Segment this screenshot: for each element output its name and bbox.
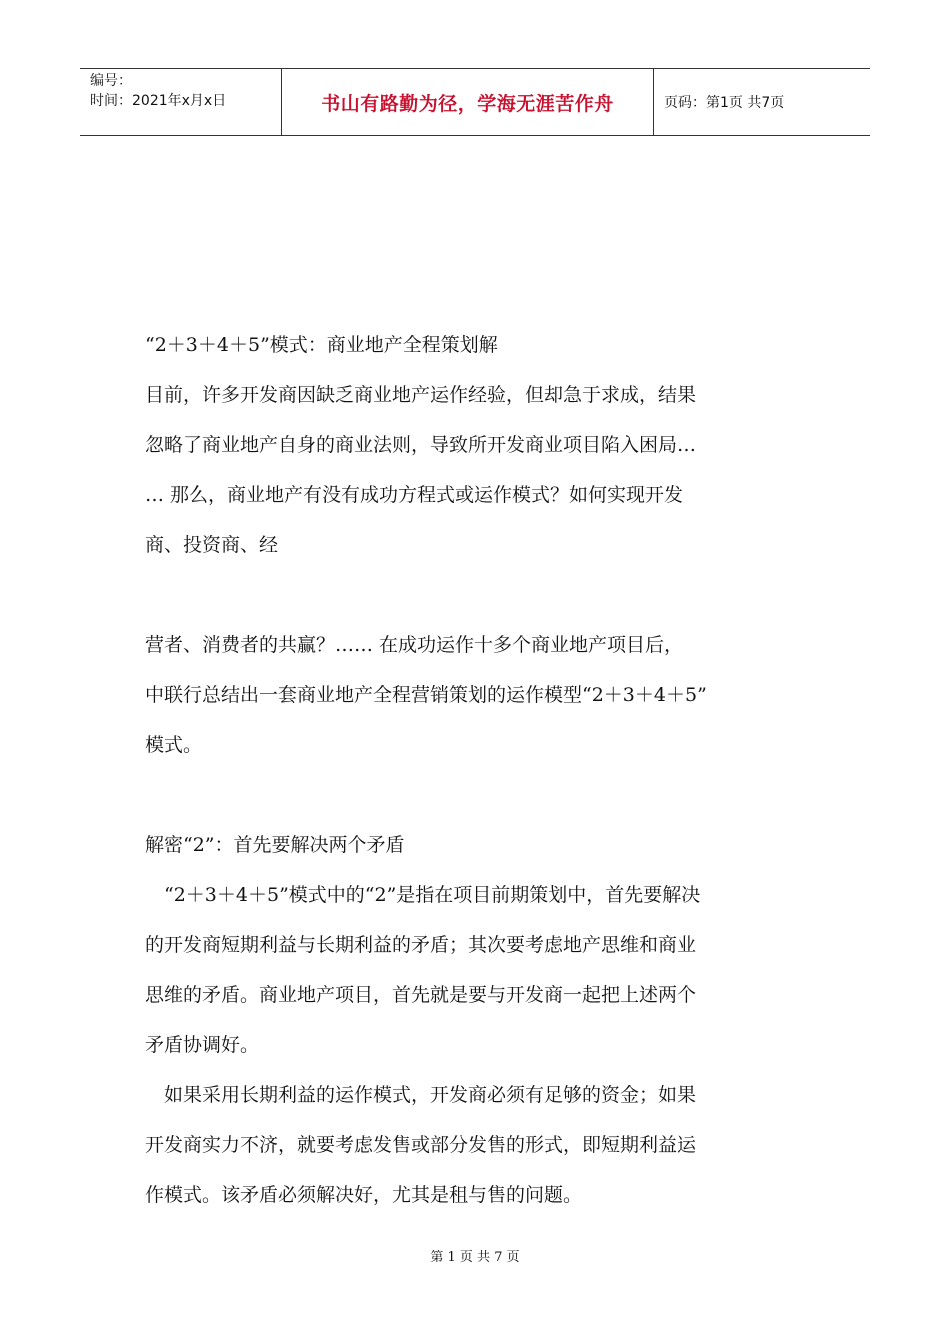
paragraph-line: 矛盾协调好。 [145,1034,260,1056]
paragraph-line: “2＋3＋4＋5”模式中的“2”是指在项目前期策划中，首先要解决 [164,884,701,906]
paragraph-line: 模式。 [145,734,203,756]
paragraph-line: 思维的矛盾。商业地产项目，首先就是要与开发商一起把上述两个 [145,984,697,1006]
paragraph-line: … 那么，商业地产有没有成功方程式或运作模式？如何实现开发 [145,484,684,506]
page-footer: 第 1 页 共 7 页 [430,1250,520,1265]
paragraph-line: 商、投资商、经 [145,534,279,556]
document-header [80,68,870,136]
document-title: “2＋3＋4＋5”模式：商业地产全程策划解 [145,334,498,356]
header-meta [80,69,282,135]
header-page-info: 页码：第1页 共7页 [664,95,785,111]
paragraph-line: 开发商实力不济，就要考虑发售或部分发售的形式，即短期利益运 [145,1134,697,1156]
header-motto: 书山有路勤为径，学海无涯苦作舟 [282,69,654,135]
document-body [145,320,810,1220]
blank-line [145,770,810,820]
blank-line [145,570,810,620]
paragraph-line: 忽略了商业地产自身的商业法则，导致所开发商业项目陷入困局… [145,434,697,456]
paragraph-line: 如果采用长期利益的运作模式，开发商必须有足够的资金；如果 [164,1084,697,1106]
number-label: 编号： [90,73,132,89]
paragraph-line: 营者、消费者的共赢？…… 在成功运作十多个商业地产项目后， [145,634,684,656]
time-label: 时间：2021年x月x日 [90,93,227,109]
paragraph-line: 作模式。该矛盾必须解决好，尤其是租与售的问题。 [145,1184,583,1206]
paragraph-line: 目前，许多开发商因缺乏商业地产运作经验，但却急于求成，结果 [145,384,697,406]
paragraph-line: 中联行总结出一套商业地产全程营销策划的运作模型“2＋3＋4＋5” [145,684,707,706]
paragraph-line: 的开发商短期利益与长期利益的矛盾；其次要考虑地产思维和商业 [145,934,697,956]
section-heading: 解密“2”：首先要解决两个矛盾 [145,834,405,856]
